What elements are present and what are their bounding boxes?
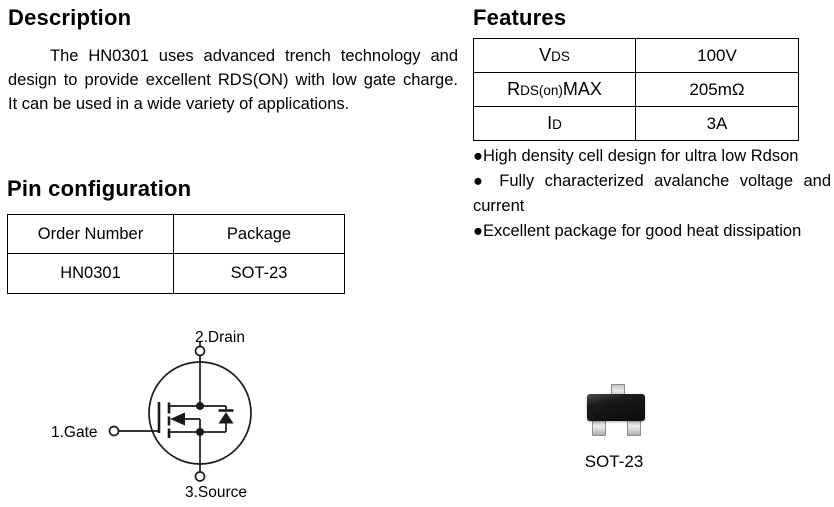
order-table-header-row (8, 215, 345, 254)
package-body (587, 394, 645, 421)
spec-value: 100V (636, 39, 799, 73)
spec-row-id (474, 107, 799, 141)
feature-bullet-line: current (473, 197, 525, 215)
feature-bullet-line: ● Fully characterized avalanche voltage and (473, 172, 831, 190)
spec-symbol: RDS(on)MAX (474, 73, 636, 107)
package-lead-bottom-left (592, 419, 606, 436)
order-number-header: Order Number (8, 215, 174, 254)
source-pin-label: 3.Source (185, 484, 248, 501)
description-line: design to provide excellent RDS(ON) with low gate charge. (8, 71, 458, 89)
order-table-row (8, 254, 345, 294)
description-heading: Description (8, 5, 132, 30)
drain-terminal (196, 347, 205, 356)
spec-table (473, 38, 799, 141)
description-line: It can be used in a wide variety of applications. (8, 95, 350, 113)
spec-row-rdson (474, 73, 799, 107)
feature-bullet-line: ●Excellent package for good heat dissipation (473, 222, 802, 240)
body-arrow (170, 413, 185, 426)
diode-triangle (219, 412, 234, 424)
package-header: Package (174, 215, 345, 254)
spec-symbol: ID (474, 107, 636, 141)
gate-pin-label: 1.Gate (51, 424, 98, 441)
source-terminal (196, 472, 205, 481)
spec-symbol: VDS (474, 39, 636, 73)
order-table (7, 214, 345, 294)
order-number-value: HN0301 (8, 254, 174, 294)
description-paragraph (8, 44, 458, 116)
package-label: SOT-23 (584, 452, 644, 471)
gate-terminal (110, 427, 119, 436)
spec-value: 205mΩ (636, 73, 799, 107)
package-value: SOT-23 (174, 254, 345, 294)
package-lead-bottom-right (627, 419, 641, 436)
pin-configuration-heading: Pin configuration (7, 176, 192, 201)
description-line: The HN0301 uses advanced trench technology and (50, 47, 458, 65)
feature-bullet-line: ●High density cell design for ultra low Rdson (473, 147, 799, 165)
mosfet-schematic (40, 320, 320, 507)
drain-pin-label: 2.Drain (195, 329, 245, 346)
spec-row-vds (474, 39, 799, 73)
features-bullet-list (473, 144, 831, 244)
features-heading: Features (473, 5, 567, 30)
spec-value: 3A (636, 107, 799, 141)
